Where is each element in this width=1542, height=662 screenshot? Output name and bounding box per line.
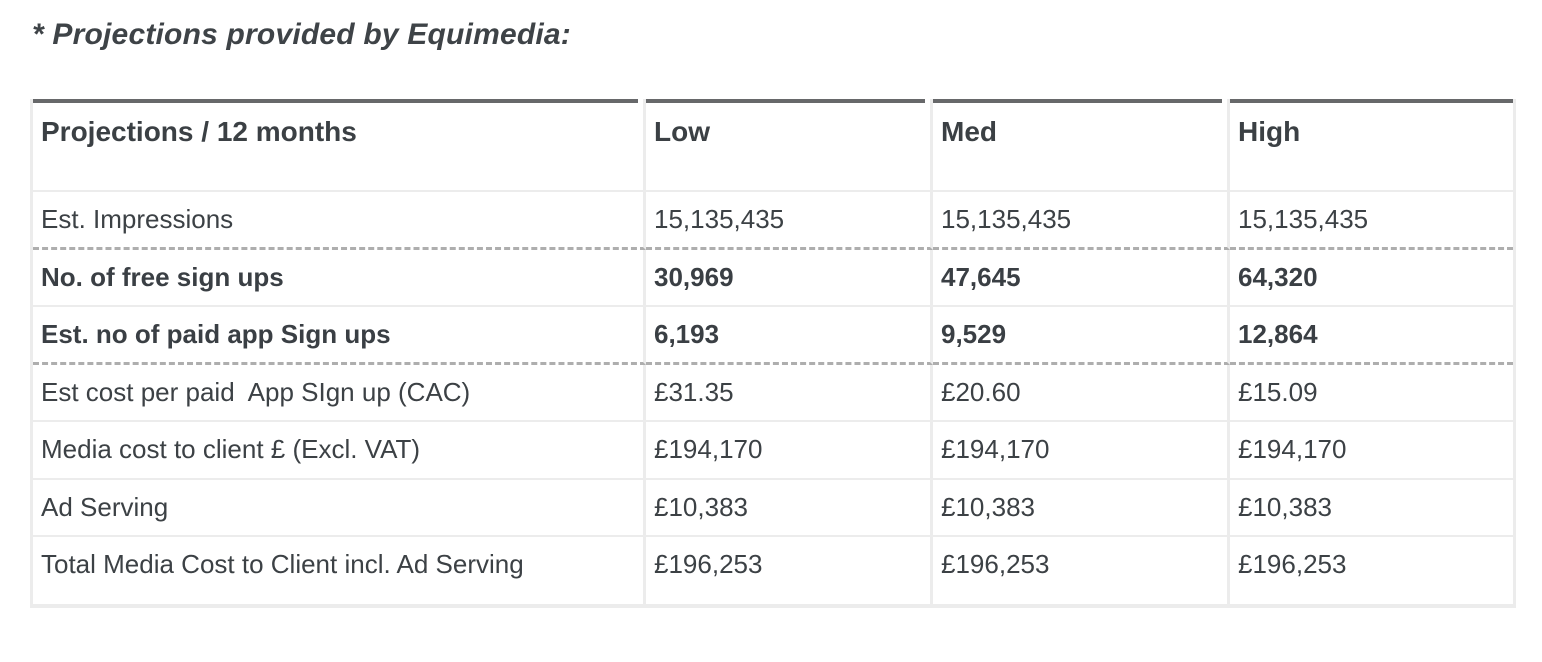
value-high: 15,135,435 xyxy=(1230,192,1513,250)
page xyxy=(0,18,1542,608)
column-header-high: High xyxy=(1230,99,1513,193)
row-label: Est cost per paid App SIgn up (CAC) xyxy=(33,365,646,422)
row-ad-serving xyxy=(33,480,1513,537)
header-row xyxy=(33,99,1513,193)
value-low: 6,193 xyxy=(646,307,933,365)
row-cost-per-sign-up xyxy=(33,365,1513,422)
value-high: 12,864 xyxy=(1230,307,1513,365)
value-low: £196,253 xyxy=(646,537,933,604)
value-low: £31.35 xyxy=(646,365,933,422)
row-label: Est. no of paid app Sign ups xyxy=(33,307,646,365)
column-header-med: Med xyxy=(933,99,1230,193)
value-high: £15.09 xyxy=(1230,365,1513,422)
row-label: Ad Serving xyxy=(33,480,646,537)
row-paid-app-sign-ups xyxy=(33,307,1513,365)
row-label: No. of free sign ups xyxy=(33,250,646,307)
value-high: £196,253 xyxy=(1230,537,1513,604)
value-low: 15,135,435 xyxy=(646,192,933,250)
column-header-projections: Projections / 12 months xyxy=(33,99,646,193)
value-med: 9,529 xyxy=(933,307,1230,365)
value-med: £196,253 xyxy=(933,537,1230,604)
row-label: Media cost to client £ (Excl. VAT) xyxy=(33,422,646,479)
row-est-impressions xyxy=(33,192,1513,250)
value-low: £10,383 xyxy=(646,480,933,537)
projections-table xyxy=(30,99,1516,608)
column-header-low: Low xyxy=(646,99,933,193)
row-label: Est. Impressions xyxy=(33,192,646,250)
row-free-sign-ups xyxy=(33,250,1513,307)
page-title: * Projections provided by Equimedia: xyxy=(32,18,571,51)
value-med: £194,170 xyxy=(933,422,1230,479)
value-low: £194,170 xyxy=(646,422,933,479)
row-label: Total Media Cost to Client incl. Ad Serving xyxy=(33,537,646,604)
row-media-cost xyxy=(33,422,1513,479)
value-high: 64,320 xyxy=(1230,250,1513,307)
value-high: £10,383 xyxy=(1230,480,1513,537)
value-low: 30,969 xyxy=(646,250,933,307)
value-high: £194,170 xyxy=(1230,422,1513,479)
row-total-media-cost xyxy=(33,537,1513,604)
value-med: £10,383 xyxy=(933,480,1230,537)
value-med: 47,645 xyxy=(933,250,1230,307)
value-med: £20.60 xyxy=(933,365,1230,422)
value-med: 15,135,435 xyxy=(933,192,1230,250)
